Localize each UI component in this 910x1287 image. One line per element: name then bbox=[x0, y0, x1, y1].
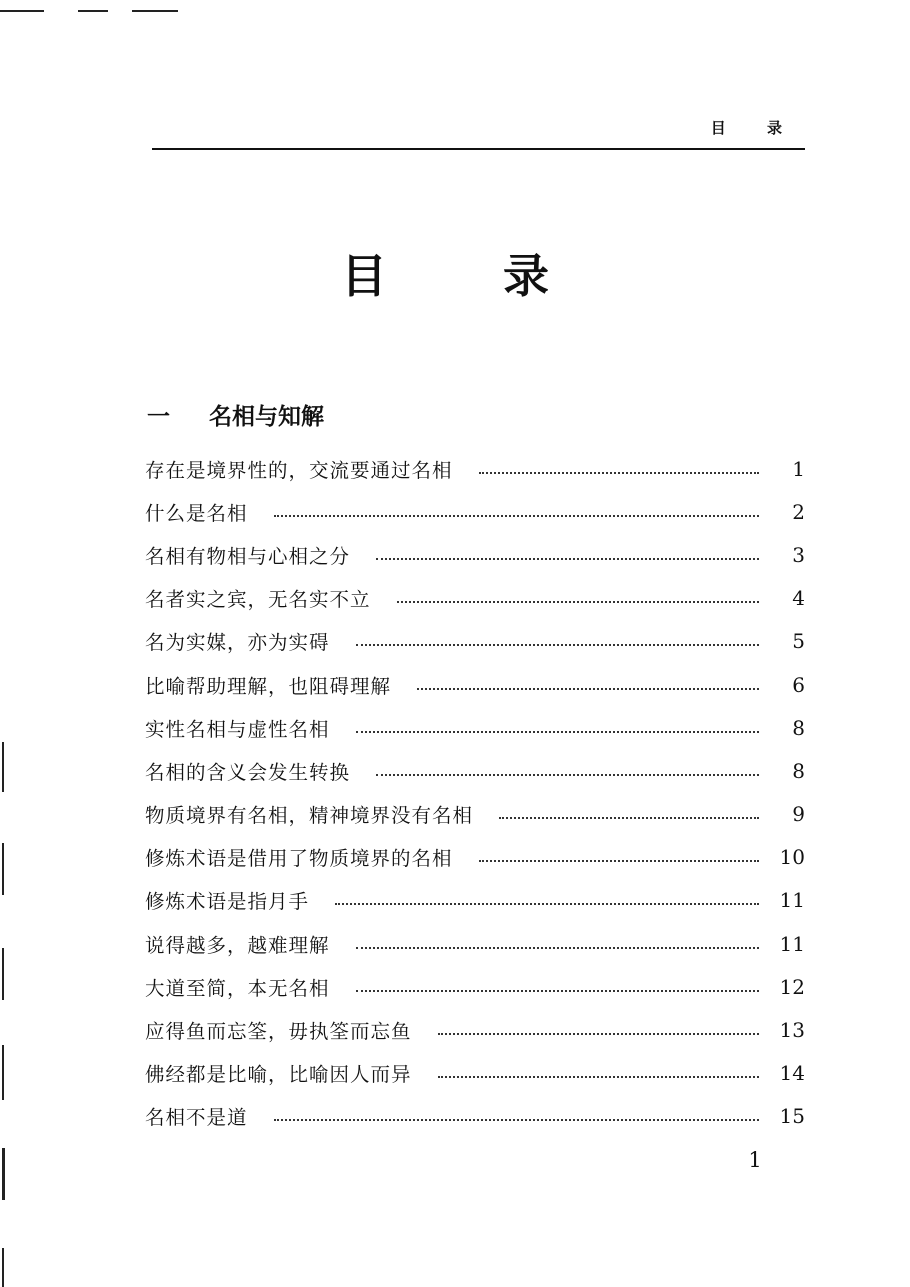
dot-leader bbox=[274, 515, 759, 517]
scan-mark-top-1 bbox=[0, 10, 44, 12]
toc-entry-title: 修炼术语是借用了物质境界的名相 bbox=[145, 847, 453, 871]
toc-entry[interactable] bbox=[145, 663, 805, 706]
toc-entry-page: 4 bbox=[792, 586, 805, 611]
toc-entry[interactable] bbox=[145, 836, 805, 879]
toc-entry-page: 12 bbox=[779, 974, 805, 999]
dot-leader bbox=[417, 688, 759, 690]
dot-leader bbox=[376, 774, 759, 776]
dot-leader bbox=[397, 601, 759, 603]
dot-leader bbox=[356, 947, 759, 949]
toc-entry[interactable] bbox=[145, 706, 805, 749]
toc-entry[interactable] bbox=[145, 1052, 805, 1095]
toc-entry[interactable] bbox=[145, 1095, 805, 1138]
scan-mark-left-4 bbox=[2, 1045, 4, 1100]
toc-entry-page: 5 bbox=[792, 629, 805, 654]
scan-mark-top-2 bbox=[78, 10, 108, 12]
toc-entry-page: 1 bbox=[792, 456, 805, 481]
toc-entry-page: 10 bbox=[779, 845, 805, 870]
toc-entry-title: 物质境界有名相，精神境界没有名相 bbox=[145, 804, 474, 828]
toc-entry[interactable] bbox=[145, 1008, 805, 1051]
toc-entry-title: 名者实之宾，无名实不立 bbox=[145, 588, 371, 612]
toc-entry[interactable] bbox=[145, 447, 805, 490]
toc-entry-title: 名为实媒，亦为实碍 bbox=[145, 631, 330, 655]
dot-leader bbox=[356, 644, 759, 646]
toc-entry[interactable] bbox=[145, 879, 805, 922]
toc-entry[interactable] bbox=[145, 965, 805, 1008]
toc-entry[interactable] bbox=[145, 922, 805, 965]
dot-leader bbox=[479, 472, 759, 474]
toc-entry-page: 11 bbox=[779, 888, 805, 913]
dot-leader bbox=[356, 731, 759, 733]
toc-entry-title: 大道至简，本无名相 bbox=[145, 976, 330, 1000]
toc-entry-title: 名相不是道 bbox=[145, 1106, 248, 1130]
toc-entry[interactable] bbox=[145, 490, 805, 533]
toc-entry-page: 15 bbox=[779, 1104, 805, 1129]
section-number: 一 bbox=[147, 404, 170, 430]
toc-entry[interactable] bbox=[145, 533, 805, 576]
toc-entry-page: 6 bbox=[792, 672, 805, 697]
toc-entry-title: 修炼术语是指月手 bbox=[145, 890, 310, 914]
toc-entry-title: 存在是境界性的，交流要通过名相 bbox=[145, 458, 453, 482]
section-heading bbox=[147, 398, 324, 431]
toc-entry-title: 比喻帮助理解，也阻碍理解 bbox=[145, 674, 392, 698]
toc-entry-title: 实性名相与虚性名相 bbox=[145, 717, 330, 741]
dot-leader bbox=[438, 1076, 759, 1078]
toc-entry-title: 名相有物相与心相之分 bbox=[145, 544, 351, 568]
toc-entry-page: 13 bbox=[779, 1018, 805, 1043]
toc-entry[interactable] bbox=[145, 577, 805, 620]
toc-entry-title: 名相的含义会发生转换 bbox=[145, 760, 351, 784]
scan-mark-top-3 bbox=[132, 10, 178, 12]
header-rule bbox=[152, 148, 805, 150]
section-title: 名相与知解 bbox=[209, 404, 324, 430]
dot-leader bbox=[356, 990, 759, 992]
scan-mark-left-2 bbox=[2, 843, 4, 895]
dot-leader bbox=[274, 1119, 759, 1121]
scan-mark-left-5 bbox=[2, 1148, 5, 1200]
scan-mark-left-6 bbox=[2, 1248, 4, 1287]
toc-entry-title: 什么是名相 bbox=[145, 501, 248, 525]
scan-mark-left-3 bbox=[2, 948, 4, 1000]
page-title: 目 录 bbox=[340, 249, 599, 303]
toc-entry-page: 2 bbox=[792, 499, 805, 524]
toc-entry[interactable] bbox=[145, 620, 805, 663]
toc-entry-page: 11 bbox=[779, 931, 805, 956]
toc-entry-page: 14 bbox=[779, 1061, 805, 1086]
toc-entry-title: 应得鱼而忘筌，毋执筌而忘鱼 bbox=[145, 1020, 412, 1044]
dot-leader bbox=[499, 817, 759, 819]
running-head: 目 录 bbox=[710, 119, 800, 137]
dot-leader bbox=[376, 558, 759, 560]
scan-mark-left-1 bbox=[2, 742, 4, 792]
toc-list bbox=[145, 447, 805, 1138]
toc-entry[interactable] bbox=[145, 749, 805, 792]
toc-entry[interactable] bbox=[145, 793, 805, 836]
dot-leader bbox=[479, 860, 759, 862]
dot-leader bbox=[438, 1033, 759, 1035]
toc-entry-page: 3 bbox=[792, 542, 805, 567]
dot-leader bbox=[335, 903, 759, 905]
page-number: 1 bbox=[748, 1148, 762, 1172]
toc-entry-title: 佛经都是比喻，比喻因人而异 bbox=[145, 1063, 412, 1087]
toc-entry-page: 8 bbox=[792, 715, 805, 740]
toc-entry-page: 8 bbox=[792, 758, 805, 783]
toc-entry-title: 说得越多，越难理解 bbox=[145, 933, 330, 957]
toc-entry-page: 9 bbox=[792, 802, 805, 827]
